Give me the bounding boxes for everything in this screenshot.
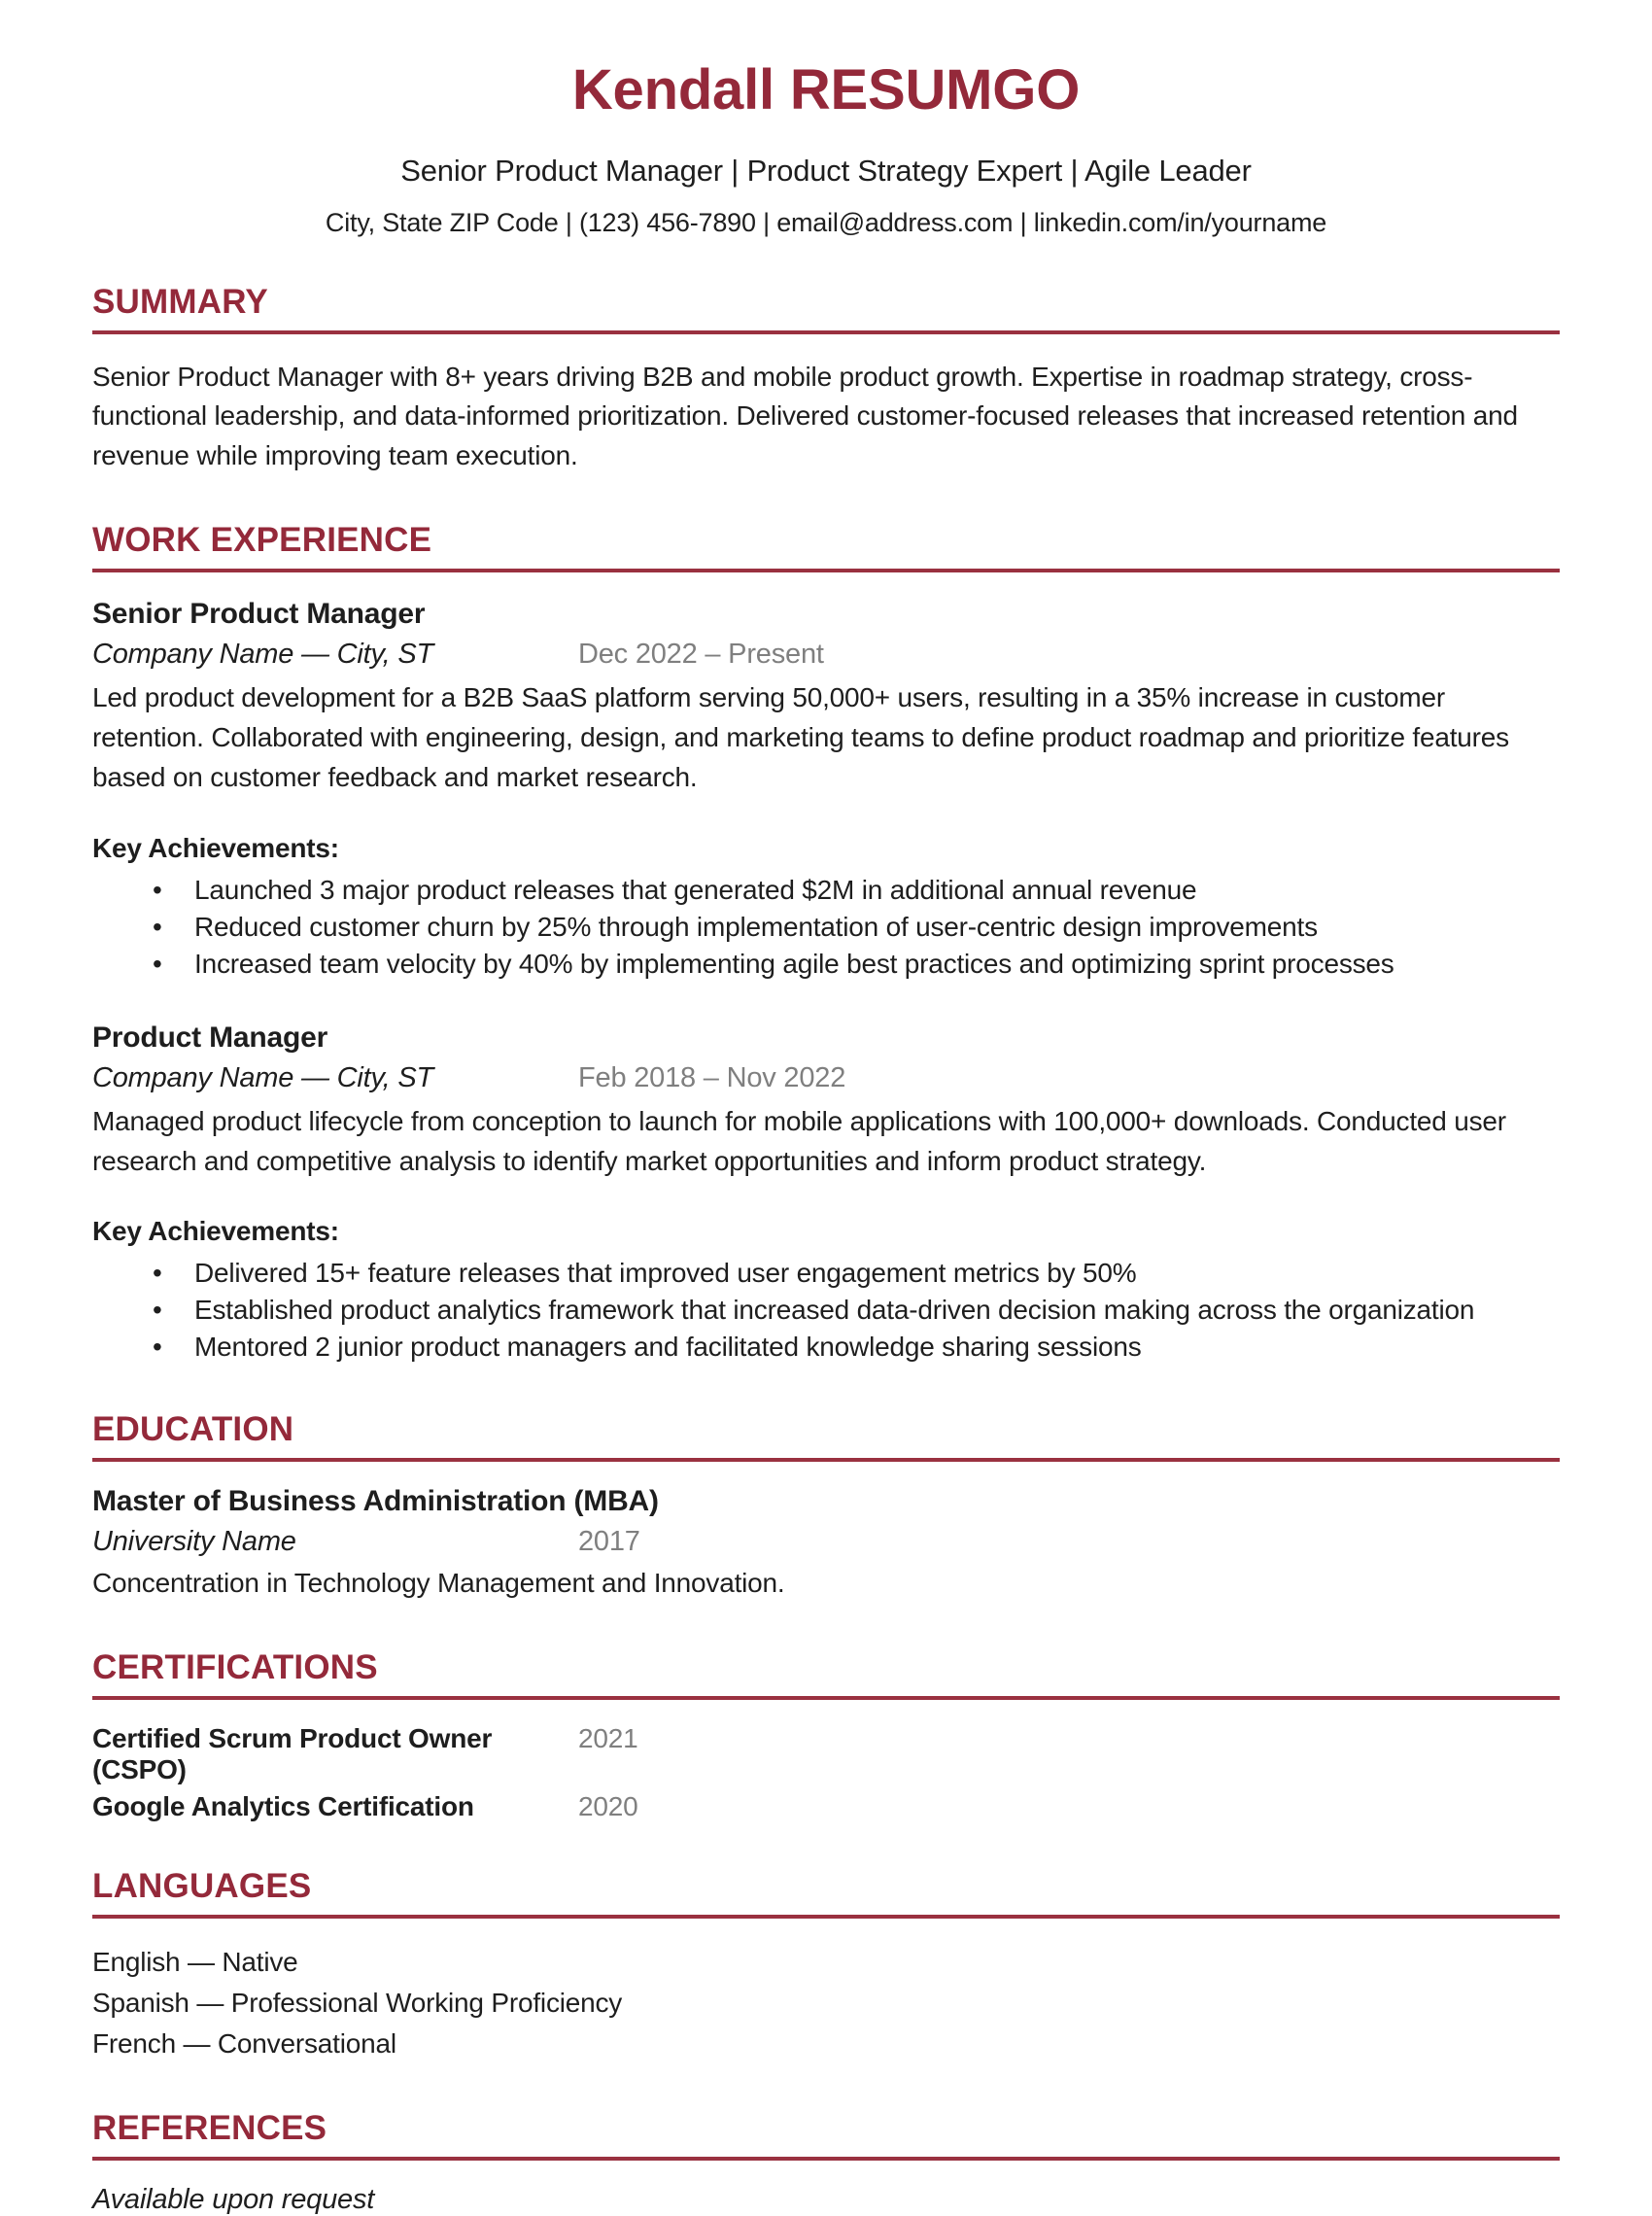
graduation-year: 2017	[578, 1526, 640, 1558]
degree-title: Master of Business Administration (MBA)	[92, 1485, 659, 1518]
job-meta-row	[92, 1062, 1560, 1094]
job-dates: Feb 2018 – Nov 2022	[578, 1061, 846, 1093]
certifications-heading: CERTIFICATIONS	[92, 1648, 1560, 1700]
certification-row	[92, 1723, 1560, 1785]
education-section	[92, 1410, 1560, 1604]
certification-name: Google Analytics Certification	[92, 1791, 474, 1822]
achievements-list	[92, 873, 1560, 983]
languages-heading: LANGUAGES	[92, 1867, 1560, 1919]
job-title: Senior Product Manager	[92, 598, 426, 631]
references-text: Available upon request	[92, 2184, 375, 2216]
summary-section	[92, 283, 1560, 477]
achievement-item: • Increased team velocity by 40% by implementing agile best practices and optimizing sprint processes	[92, 947, 1560, 983]
job-company: Company Name — City, ST	[92, 1061, 434, 1093]
achievements-list	[92, 1256, 1560, 1366]
certification-year: 2020	[578, 1791, 638, 1822]
resume-header	[92, 56, 1560, 238]
contact-line: City, State ZIP Code | (123) 456-7890 | email@address.com | linkedin.com/in/yourname	[325, 207, 1327, 237]
achievement-item: • Mentored 2 junior product managers and facilitated knowledge sharing sessions	[92, 1330, 1560, 1366]
achievement-item: • Delivered 15+ feature releases that improved user engagement metrics by 50%	[92, 1256, 1560, 1292]
candidate-tagline: Senior Product Manager | Product Strategy Expert | Agile Leader	[400, 153, 1252, 188]
certification-row	[92, 1791, 1560, 1822]
job-description: Managed product lifecycle from conception to launch for mobile applications with 100,000+ downloads. Conducted user research and competitive analysis to identify market opportunities and inform product strategy.	[92, 1105, 1506, 1176]
summary-heading: SUMMARY	[92, 283, 1560, 334]
education-note: Concentration in Technology Management and Innovation.	[92, 1568, 785, 1599]
job-description: Led product development for a B2B SaaS platform serving 50,000+ users, resulting in a 35% increase in customer retention. Collaborated with engineering, design, and marketing teams to define product roadmap and prioritize features based on customer feedback and market research.	[92, 682, 1509, 792]
job-meta-row	[92, 639, 1560, 671]
job-dates: Dec 2022 – Present	[578, 639, 824, 671]
job-company: Company Name — City, ST	[92, 639, 434, 671]
references-heading: REFERENCES	[92, 2109, 1560, 2161]
certification-year: 2021	[578, 1723, 638, 1754]
certification-name: Certified Scrum Product Owner (CSPO)	[92, 1723, 493, 1785]
job-entry	[92, 1021, 1560, 1367]
references-section	[92, 2109, 1560, 2216]
summary-text: Senior Product Manager with 8+ years driving B2B and mobile product growth. Expertise in roadmap strategy, cross-functional leadership, and data-informed prioritization. Delivered customer-focused releases that increased retention and revenue while improving team execution.	[92, 361, 1518, 471]
job-entry	[92, 598, 1560, 982]
languages-section	[92, 1867, 1560, 2064]
education-heading: EDUCATION	[92, 1410, 1560, 1462]
language-item: French — Conversational	[92, 2028, 396, 2060]
job-title: Product Manager	[92, 1021, 328, 1054]
achievements-label: Key Achievements:	[92, 832, 339, 863]
achievement-item: • Launched 3 major product releases that generated $2M in additional annual revenue	[92, 873, 1560, 909]
language-item: Spanish — Professional Working Proficiency	[92, 1988, 623, 2019]
candidate-name: Kendall RESUMGO	[571, 58, 1081, 121]
achievement-item: • Established product analytics framework that increased data-driven decision making across the organization	[92, 1293, 1560, 1329]
work-experience-heading: WORK EXPERIENCE	[92, 521, 1560, 572]
school-name: University Name	[92, 1526, 296, 1558]
education-meta-row	[92, 1526, 1560, 1558]
certifications-section	[92, 1648, 1560, 1822]
work-experience-section	[92, 521, 1560, 1366]
achievement-item: • Reduced customer churn by 25% through implementation of user-centric design improvements	[92, 910, 1560, 946]
achievements-label: Key Achievements:	[92, 1216, 339, 1247]
language-item: English — Native	[92, 1947, 298, 1978]
